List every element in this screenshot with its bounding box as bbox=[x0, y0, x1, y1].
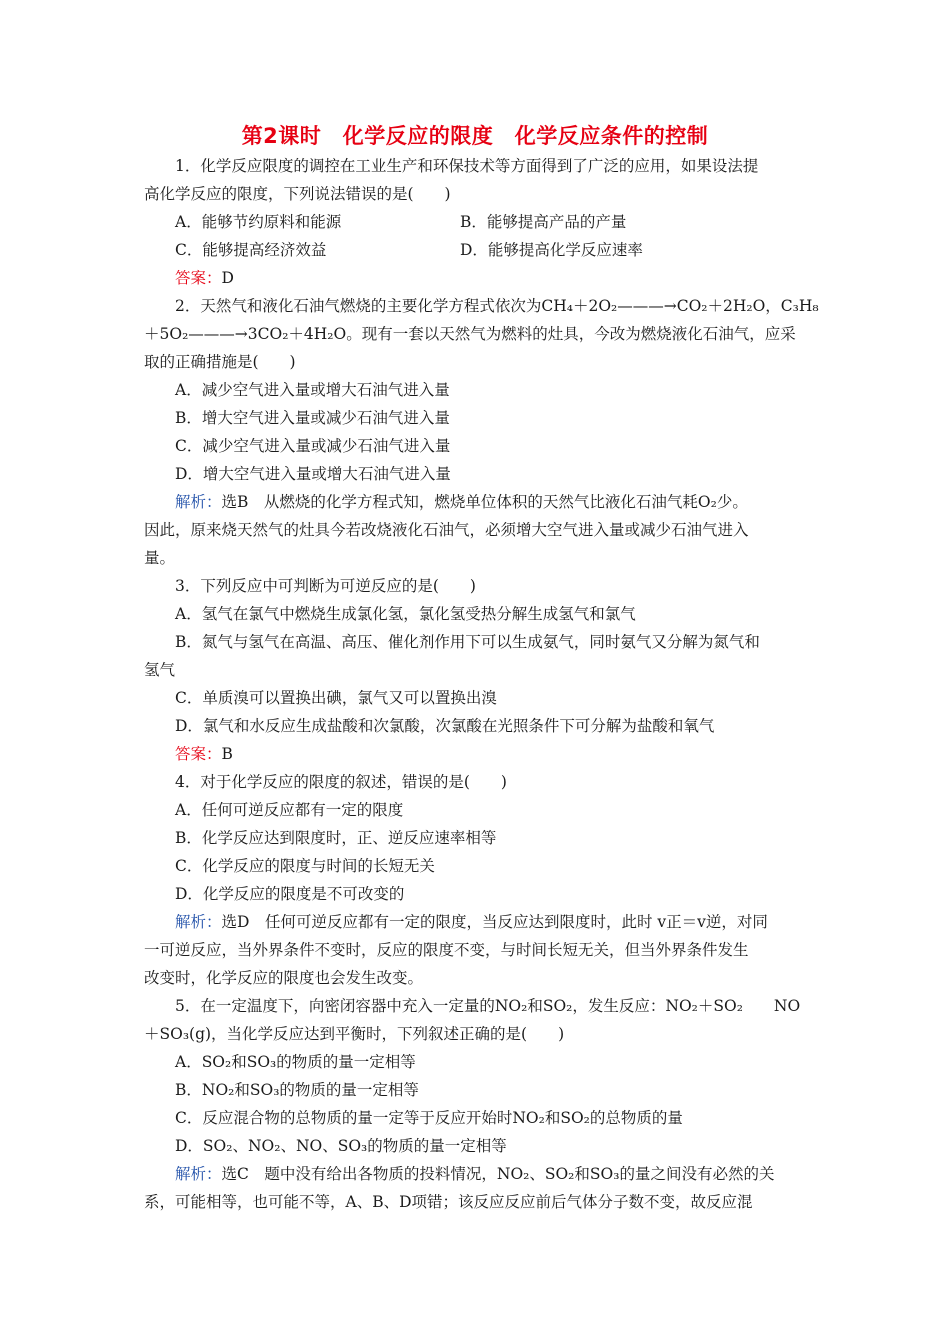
q2-option-c: C．减少空气进入量或减少石油气进入量 bbox=[175, 437, 451, 455]
analysis-text: 选D 任何可逆反应都有一定的限度，当反应达到限度时，此时 v正＝v逆，对同 bbox=[221, 913, 768, 931]
analysis-text: 选B 从燃烧的化学方程式知，燃烧单位体积的天然气比液化石油气耗O₂少。 bbox=[221, 493, 748, 511]
q2-analysis-line1 bbox=[175, 492, 748, 512]
answer-label: 答案： bbox=[175, 745, 222, 763]
q2-option-b: B．增大空气进入量或减少石油气进入量 bbox=[175, 409, 450, 427]
q1-stem-line1: 1．化学反应限度的调控在工业生产和环保技术等方面得到了广泛的应用，如果设法提 bbox=[175, 157, 759, 175]
q5-option-d: D．SO₂、NO₂、NO、SO₃的物质的量一定相等 bbox=[175, 1137, 507, 1155]
q2-analysis-line2: 因此，原来烧天然气的灶具今若改烧液化石油气，必须增大空气进入量或减少石油气进入 bbox=[144, 521, 749, 539]
q4-option-b: B．化学反应达到限度时，正、逆反应速率相等 bbox=[175, 829, 497, 847]
q4-analysis-line2: 一可逆反应，当外界条件不变时，反应的限度不变，与时间长短无关，但当外界条件发生 bbox=[144, 941, 749, 959]
q1-option-d: D．能够提高化学反应速率 bbox=[460, 241, 643, 259]
q4-option-c: C．化学反应的限度与时间的长短无关 bbox=[175, 857, 435, 875]
q3-option-a: A．氢气在氯气中燃烧生成氯化氢，氯化氢受热分解生成氢气和氯气 bbox=[175, 605, 636, 623]
q2-stem-line3: 取的正确措施是( ) bbox=[144, 353, 296, 371]
q1-option-c: C．能够提高经济效益 bbox=[175, 241, 327, 259]
q5-option-c: C．反应混合物的总物质的量一定等于反应开始时NO₂和SO₂的总物质的量 bbox=[175, 1109, 683, 1127]
analysis-label: 解析： bbox=[175, 1165, 222, 1183]
q2-stem-line1: 2．天然气和液化石油气燃烧的主要化学方程式依次为CH₄＋2O₂———→CO₂＋2H₂O，C₃H₈ bbox=[175, 297, 819, 315]
page-title: 第2课时 化学反应的限度 化学反应条件的控制 bbox=[241, 124, 709, 148]
analysis-text: 选C 题中没有给出各物质的投料情况，NO₂、SO₂和SO₃的量之间没有必然的关 bbox=[221, 1165, 775, 1183]
q4-stem-line1: 4．对于化学反应的限度的叙述，错误的是( ) bbox=[175, 773, 507, 791]
q2-stem-line2: ＋5O₂———→3CO₂＋4H₂O。现有一套以天然气为燃料的灶具，今改为燃烧液化石油气，应采 bbox=[144, 325, 796, 343]
answer-value: D bbox=[221, 269, 234, 287]
q3-option-b-line1: B．氮气与氢气在高温、高压、催化剂作用下可以生成氨气，同时氨气又分解为氮气和 bbox=[175, 633, 760, 651]
q5-analysis-line1 bbox=[175, 1164, 774, 1184]
q4-analysis-line3: 改变时，化学反应的限度也会发生改变。 bbox=[144, 969, 424, 987]
q4-option-d: D．化学反应的限度是不可改变的 bbox=[175, 885, 405, 903]
q4-option-a: A．任何可逆反应都有一定的限度 bbox=[175, 801, 404, 819]
q1-stem-line2: 高化学反应的限度，下列说法错误的是( ) bbox=[144, 185, 451, 203]
q1-answer bbox=[175, 268, 234, 288]
q5-stem-line1: 5．在一定温度下，向密闭容器中充入一定量的NO₂和SO₂，发生反应：NO₂＋SO₂ NO bbox=[175, 997, 801, 1015]
q3-option-d: D．氯气和水反应生成盐酸和次氯酸，次氯酸在光照条件下可分解为盐酸和氧气 bbox=[175, 717, 715, 735]
q5-option-b: B．NO₂和SO₃的物质的量一定相等 bbox=[175, 1081, 419, 1099]
q2-analysis-line3: 量。 bbox=[144, 549, 176, 567]
analysis-label: 解析： bbox=[175, 493, 222, 511]
q3-option-b-line2: 氢气 bbox=[144, 661, 176, 679]
q3-stem-line1: 3．下列反应中可判断为可逆反应的是( ) bbox=[175, 577, 476, 595]
q5-option-a: A．SO₂和SO₃的物质的量一定相等 bbox=[175, 1053, 416, 1071]
q3-option-c: C．单质溴可以置换出碘，氯气又可以置换出溴 bbox=[175, 689, 497, 707]
q5-analysis-line2: 系，可能相等，也可能不等，A、B、D项错；该反应反应前后气体分子数不变，故反应混 bbox=[144, 1193, 753, 1211]
q4-analysis-line1 bbox=[175, 912, 768, 932]
q3-answer bbox=[175, 744, 233, 764]
answer-label: 答案： bbox=[175, 269, 222, 287]
analysis-label: 解析： bbox=[175, 913, 222, 931]
q1-option-b: B．能够提高产品的产量 bbox=[460, 213, 627, 231]
q2-option-d: D．增大空气进入量或增大石油气进入量 bbox=[175, 465, 451, 483]
q1-option-a: A．能够节约原料和能源 bbox=[175, 213, 342, 231]
q2-option-a: A．减少空气进入量或增大石油气进入量 bbox=[175, 381, 450, 399]
q5-stem-line2: ＋SO₃(g)，当化学反应达到平衡时，下列叙述正确的是( ) bbox=[144, 1025, 565, 1043]
answer-value: B bbox=[221, 745, 233, 763]
